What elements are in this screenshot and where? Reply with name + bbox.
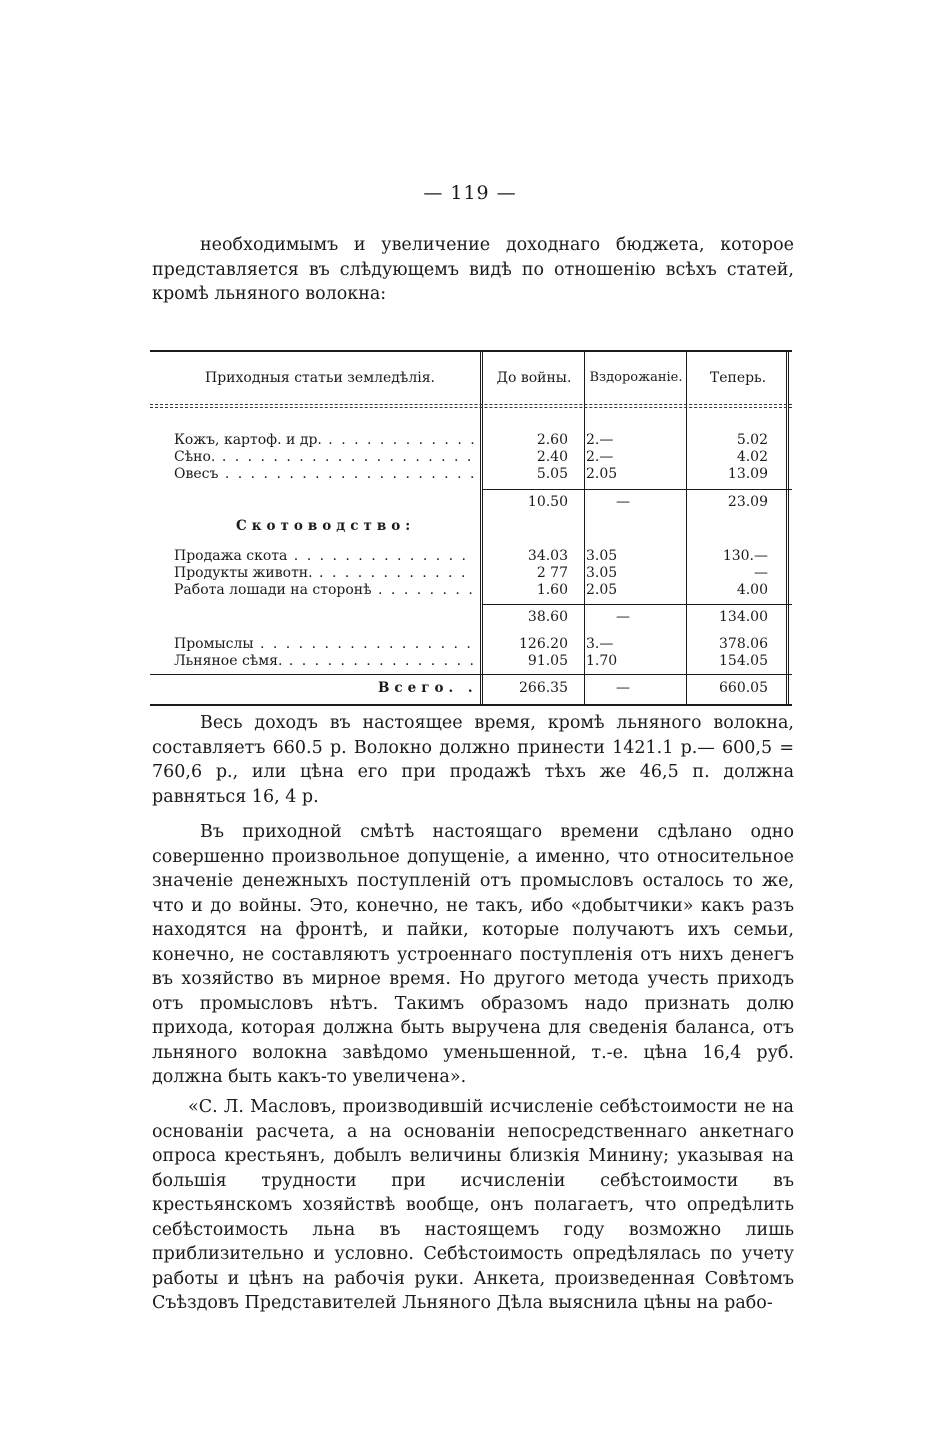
cell-before: 2 77 (536, 565, 568, 581)
cell-rise: 1.70 (586, 653, 618, 669)
subtotal-row (150, 609, 792, 626)
paragraph-income: Весь доходъ въ настоящее время, кромѣ льняного волокна, составляетъ 660.5 р. Волокно должно принести 1421.1 р.— 600,5 = 760,6 р., или цѣна его при продажѣ тѣхъ же 46,5 п. должна равняться 16, 4 р. (152, 713, 794, 807)
section-livestock: Скотоводство: (236, 518, 416, 534)
page-number: — 119 — (423, 182, 517, 204)
paragraph-estimate: Въ приходной смѣтѣ настоящаго времени сдѣлано одно совершенно произвольное допущеніе, а именно, что относительное значеніе денежныхъ поступленій отъ промысловъ осталось то же, что и до войны. Это, конечно, не такъ, ибо «добытчики» какъ разъ находятся на фронтѣ, и пайки, которые получаютъ ихъ семьи, конечно, не составляютъ устроеннаго поступленія отъ нихъ денегъ въ хозяйство въ мирное время. Но другого метода учесть приходъ отъ промысловъ нѣтъ. Такимъ образомъ надо признать долю прихода, которая должна быть выручена для сведенія баланса, отъ льняного волокна завѣдомо уменьшенной, т.-е. цѣна 16,4 руб. должна быть какъ-то увеличена». (152, 822, 794, 1087)
row-label: Льняное сѣмя. . . . (174, 653, 474, 670)
table-row (150, 582, 792, 599)
cell-before: 10.50 (527, 494, 568, 510)
table-row (150, 466, 792, 483)
cell-rise: — (616, 494, 630, 510)
total-row (150, 680, 792, 697)
cell-before: 34.03 (527, 548, 568, 564)
header-now: Теперь. (709, 370, 767, 386)
cell-now: 134.00 (719, 609, 768, 625)
cell-now: 23.09 (727, 494, 768, 510)
table-row (150, 432, 792, 449)
header-rule (150, 404, 792, 408)
cell-before: 5.05 (536, 466, 568, 482)
cell-rise: 3.05 (586, 565, 618, 581)
cell-rise: — (616, 680, 630, 696)
row-label: Продукты животн. . . . (174, 565, 474, 582)
cell-before: 91.05 (527, 653, 568, 669)
row-label: Работа лошади на сторонѣ . . . (174, 582, 474, 599)
header-price-rise: Вздорожаніе. (589, 370, 683, 385)
cell-before: 266.35 (519, 680, 568, 696)
table-row (150, 548, 792, 565)
cell-now: 378.06 (719, 636, 768, 652)
cell-before: 1.60 (536, 582, 568, 598)
cell-now: 154.05 (719, 653, 768, 669)
cell-now: — (754, 565, 768, 581)
total-rule (150, 674, 792, 675)
cell-before: 2.60 (536, 432, 568, 448)
cell-now: 4.00 (736, 582, 768, 598)
cell-rise: 3.05 (586, 548, 618, 564)
table-row (150, 449, 792, 466)
cell-rise: 2.05 (586, 582, 618, 598)
table-row (150, 653, 792, 670)
subtotal-row (150, 494, 792, 511)
row-label: Овесъ . . . (174, 466, 474, 483)
budget-table (150, 350, 792, 706)
total-label: Всего. . (378, 680, 478, 696)
cell-before: 2.40 (536, 449, 568, 465)
cell-rise: 2.— (586, 449, 614, 465)
row-label: Сѣно. . . . (174, 449, 474, 466)
cell-before: 126.20 (519, 636, 568, 652)
row-label: Кожъ, картоф. и др. . . . (174, 432, 474, 449)
paragraph-maslov-quote: «С. Л. Масловъ, производившій исчисленіе себѣстоимости не на основаніи расчета, а на основаніи непосредственнаго анкетнаго опроса крестьянъ, добылъ величины близкія Минину; указывая на большія трудности при исчисленіи себѣстоимости въ крестьянскомъ хозяйствѣ вообще, онъ полагаетъ, что опредѣлить себѣстоимость льна въ настоящемъ году возможно лишь приблизительно и условно. Себѣстоимость опредѣлялась по учету работы и цѣнъ на рабочія руки. Анкета, произведенная Совѣтомъ Съѣздовъ Представителей Льняного Дѣла выяснила цѣны на рабо- (152, 1097, 794, 1313)
subtotal-rule (482, 604, 792, 605)
header-before-war: До войны. (496, 370, 572, 386)
cell-now: 660.05 (719, 680, 768, 696)
cell-rise: 2.05 (586, 466, 618, 482)
cell-rise: 3.— (586, 636, 614, 652)
header-income-items: Приходныя статьи земледѣлія. (205, 370, 435, 386)
table-row (150, 565, 792, 582)
row-label: Промыслы . . . (174, 636, 474, 653)
cell-now: 4.02 (736, 449, 768, 465)
table-row (150, 636, 792, 653)
paragraph-intro: необходимымъ и увеличение доходнаго бюджета, которое представляется въ слѣдующемъ видѣ по отношенію всѣхъ статей, кромѣ льняного волокна: (152, 235, 794, 304)
cell-now: 130.— (722, 548, 768, 564)
row-label: Продажа скота . . . (174, 548, 474, 565)
cell-rise: 2.— (586, 432, 614, 448)
cell-rise: — (616, 609, 630, 625)
cell-before: 38.60 (527, 609, 568, 625)
cell-now: 5.02 (736, 432, 768, 448)
cell-now: 13.09 (727, 466, 768, 482)
subtotal-rule (482, 489, 792, 490)
